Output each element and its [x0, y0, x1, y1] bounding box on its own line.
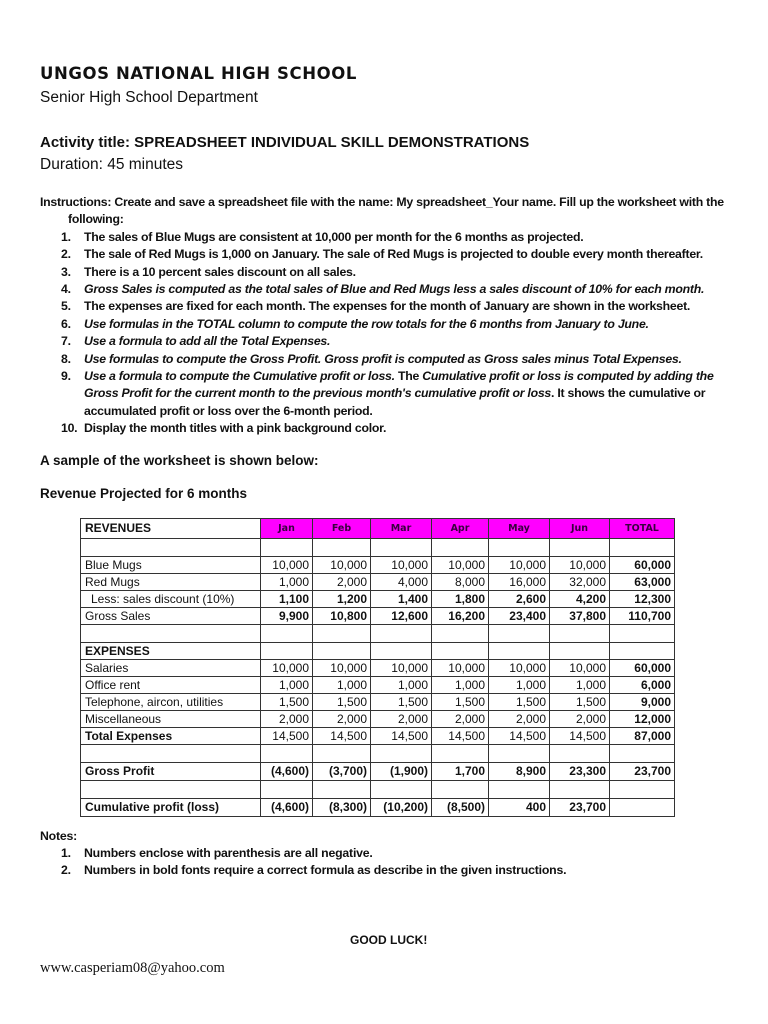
blank-row	[81, 539, 675, 557]
instruction-item: 9. Use a formula to compute the Cumulative profit or loss. The Cumulative profit or loss is computed by adding the Gross Profit for the current month to the previous month's cumulative profit or loss. It shows the cumulative or accumulated profit or loss over the 6-month period.	[61, 369, 714, 418]
column-header-mar: Mar	[371, 519, 432, 539]
instructions-list	[40, 229, 740, 438]
column-header-feb: Feb	[313, 519, 371, 539]
notes-list	[40, 845, 566, 879]
table-row-office-rent: Office rent 1,000 1,000 1,000 1,000 1,000 1,000 6,000	[81, 677, 675, 694]
column-header-revenues: REVENUES	[81, 519, 261, 539]
column-header-total: TOTAL	[610, 519, 675, 539]
blank-row	[81, 625, 675, 643]
school-name: UNGOS NATIONAL HIGH SCHOOL	[40, 64, 357, 83]
instruction-item: 8. Use formulas to compute the Gross Profit. Gross profit is computed as Gross sales minus Total Expenses.	[61, 351, 682, 366]
table-row-miscellaneous: Miscellaneous 2,000 2,000 2,000 2,000 2,000 2,000 12,000	[81, 711, 675, 728]
column-header-may: May	[489, 519, 550, 539]
header-row	[81, 519, 675, 539]
table-row-total-expenses: Total Expenses 14,500 14,500 14,500 14,500 14,500 14,500 87,000	[81, 728, 675, 745]
worksheet-table	[80, 518, 675, 817]
note-item: 1. Numbers enclose with parenthesis are all negative.	[61, 846, 373, 860]
table-row-cumulative: Cumulative profit (loss) (4,600) (8,300) (10,200) (8,500) 400 23,700	[81, 799, 675, 817]
table-row-salaries: Salaries 10,000 10,000 10,000 10,000 10,000 10,000 60,000	[81, 660, 675, 677]
activity-title: Activity title: SPREADSHEET INDIVIDUAL SKILL DEMONSTRATIONS	[40, 134, 530, 151]
notes-title: Notes:	[40, 829, 78, 843]
department-name: Senior High School Department	[40, 89, 258, 106]
sample-heading: A sample of the worksheet is shown below:	[40, 453, 319, 468]
revenue-heading: Revenue Projected for 6 months	[40, 486, 248, 501]
instruction-item: 1. The sales of Blue Mugs are consistent at 10,000 per month for the 6 months as projected.	[61, 229, 584, 244]
table-row-gross-sales: Gross Sales 9,900 10,800 12,600 16,200 23,400 37,800 110,700	[81, 608, 675, 625]
table-row-telephone: Telephone, aircon, utilities 1,500 1,500 1,500 1,500 1,500 1,500 9,000	[81, 694, 675, 711]
column-header-jun: Jun	[550, 519, 610, 539]
notes-block	[40, 828, 566, 879]
table-row-gross-profit: Gross Profit (4,600) (3,700) (1,900) 1,700 8,900 23,300 23,700	[81, 763, 675, 781]
instruction-item: 3. There is a 10 percent sales discount on all sales.	[61, 264, 356, 279]
instruction-item: 4. Gross Sales is computed as the total sales of Blue and Red Mugs less a sales discount of 10% for each month.	[61, 282, 705, 297]
table-row-blue-mugs: Blue Mugs 10,000 10,000 10,000 10,000 10,000 10,000 60,000	[81, 557, 675, 574]
closing-message: GOOD LUCK!	[350, 933, 428, 947]
note-item: 2. Numbers in bold fonts require a correct formula as describe in the given instructions.	[61, 863, 567, 877]
instruction-item: 7. Use a formula to add all the Total Expenses.	[61, 334, 331, 349]
duration: Duration: 45 minutes	[40, 156, 184, 173]
footer-email: www.casperiam08@yahoo.com	[40, 960, 225, 976]
instruction-item: 2. The sale of Red Mugs is 1,000 on January. The sale of Red Mugs is projected to double every month thereafter.	[61, 247, 703, 262]
instructions-block	[40, 194, 740, 438]
table-row-sales-discount: Less: sales discount (10%) 1,100 1,200 1,400 1,800 2,600 4,200 12,300	[81, 591, 675, 608]
instruction-item: 5. The expenses are fixed for each month. The expenses for the month of January are shown in the worksheet.	[61, 299, 691, 314]
instruction-item: 10. Display the month titles with a pink background color.	[61, 421, 387, 436]
instruction-item: 6. Use formulas in the TOTAL column to compute the row totals for the 6 months from January to June.	[61, 316, 649, 331]
column-header-jan: Jan	[261, 519, 313, 539]
blank-row	[81, 745, 675, 763]
table-row-expenses-header: EXPENSES	[81, 643, 675, 660]
table-row-red-mugs: Red Mugs 1,000 2,000 4,000 8,000 16,000 32,000 63,000	[81, 574, 675, 591]
instructions-intro: Instructions: Create and save a spreadsheet file with the name: My spreadsheet_Your name. Fill up the worksheet with the following:	[40, 195, 724, 227]
blank-row	[81, 781, 675, 799]
column-header-apr: Apr	[432, 519, 489, 539]
